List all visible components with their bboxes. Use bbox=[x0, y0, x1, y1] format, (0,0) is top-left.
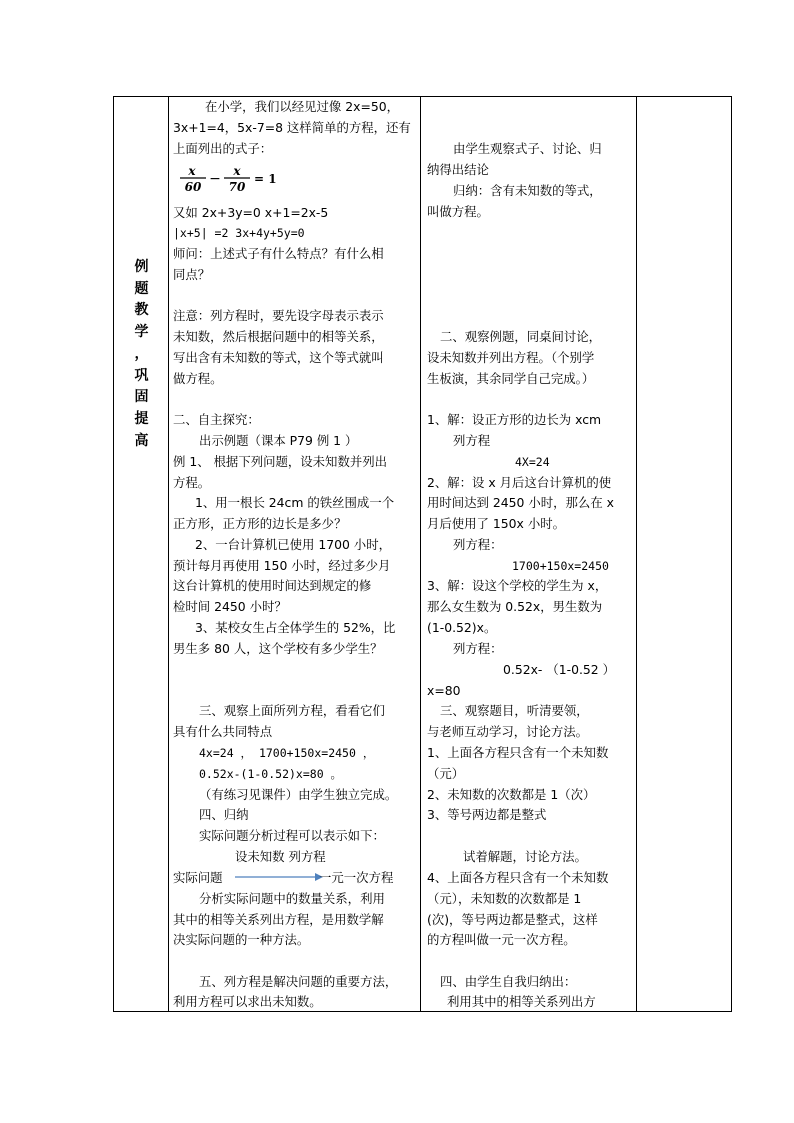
equation-line: 4X=24 bbox=[515, 455, 550, 469]
teacher-activity-column bbox=[173, 97, 416, 1011]
equals-one: = 1 bbox=[254, 172, 277, 186]
text-line: 五、列方程是解决问题的重要方法， bbox=[199, 974, 398, 989]
text-line: 月后使用了 150x 小时。 bbox=[427, 516, 565, 531]
text-line: 其中的相等关系列出方程，是用数学解 bbox=[173, 912, 384, 927]
text-line: 列方程： bbox=[453, 537, 503, 552]
lesson-table bbox=[113, 96, 732, 1012]
text-line: 例 1、 根据下列问题，设未知数并列出 bbox=[173, 454, 388, 469]
text-line: 实际问题分析过程可以表示如下： bbox=[199, 828, 385, 843]
student-activity-column bbox=[427, 97, 635, 1011]
text-line: 那么女生数为 0.52x，男生数为 bbox=[427, 599, 603, 614]
text-line: （元），未知数的次数都是 1 bbox=[427, 891, 582, 906]
text-line: 四、由学生自我归纳出： bbox=[440, 974, 577, 989]
text-line: 2、未知数的次数都是 1（次） bbox=[427, 787, 596, 802]
text-line: 列方程 bbox=[453, 433, 491, 448]
text-line: 分析实际问题中的数量关系，利用 bbox=[199, 891, 385, 906]
text-line: 男生多 80 人，这个学校有多少学生？ bbox=[173, 641, 383, 656]
equation-line: 4x=24 ， 1700+150x=2450 ， bbox=[199, 746, 375, 760]
text-line: 叫做方程。 bbox=[427, 204, 489, 219]
text-line: 1、解：设正方形的边长为 xcm bbox=[427, 412, 602, 427]
label-char: 学 bbox=[134, 324, 149, 341]
column-divider bbox=[636, 97, 637, 1011]
text-line: 具有什么共同特点 bbox=[173, 724, 273, 739]
text-line: 预计每月再使用 150 小时，经过多少月 bbox=[173, 558, 391, 573]
flow-start-label: 实际问题 bbox=[173, 870, 223, 885]
text-line: 二、观察例题，同桌间讨论， bbox=[440, 329, 602, 344]
text-line: 生板演，其余同学自己完成。） bbox=[427, 371, 595, 386]
text-line: 检时间 2450 小时？ bbox=[173, 599, 287, 614]
equation-line: x=80 bbox=[427, 683, 461, 698]
text-line: 4、上面各方程只含有一个未知数 bbox=[427, 870, 609, 885]
text-line: |x+5| =2 3x+4y+5y=0 bbox=[173, 226, 305, 240]
text-line: 未知数，然后根据问题中的相等关系， bbox=[173, 329, 384, 344]
text-line: 上面列出的式子： bbox=[173, 141, 273, 156]
flow-end-label: 一元一次方程 bbox=[319, 870, 394, 885]
text-line: 用时间达到 2450 小时，那么在 x bbox=[427, 495, 614, 510]
label-char: 提 bbox=[134, 410, 149, 427]
text-line: 二、自主探究： bbox=[173, 412, 260, 427]
text-line: 3x+1=4，5x-7=8 这样简单的方程，还有 bbox=[173, 120, 411, 135]
text-line: 3、等号两边都是整式 bbox=[427, 807, 547, 822]
text-line: 决实际问题的一种方法。 bbox=[173, 932, 310, 947]
label-char: 例 bbox=[134, 259, 149, 275]
text-line: 1、用一根长 24cm 的铁丝围成一个 bbox=[195, 495, 395, 510]
equation-line: 0.52x- （1-0.52 ） bbox=[503, 662, 615, 677]
text-line: 试着解题，讨论方法。 bbox=[463, 849, 587, 864]
text-line: (次)，等号两边都是整式，这样 bbox=[427, 912, 598, 927]
denominator-1: 60 bbox=[184, 180, 202, 194]
text-line: 1、上面各方程只含有一个未知数 bbox=[427, 745, 609, 760]
numerator-2: x bbox=[233, 164, 241, 178]
text-line: 3、解：设这个学校的学生为 x， bbox=[427, 578, 608, 593]
minus-sign: − bbox=[209, 171, 221, 187]
label-char: 固 bbox=[134, 389, 149, 406]
equation-line: 1700+150x=2450 bbox=[512, 559, 609, 573]
text-line: 列方程： bbox=[453, 641, 503, 656]
text-line: 方程。 bbox=[173, 475, 211, 490]
text-line: 四、归纳 bbox=[199, 807, 249, 822]
column-divider bbox=[168, 97, 169, 1011]
text-line: 3、某校女生占全体学生的 52%，比 bbox=[195, 620, 396, 635]
text-line: 出示例题（课本 P79 例 1 ） bbox=[199, 433, 358, 448]
text-line: 注意：列方程时，要先设字母表示表示 bbox=[173, 308, 384, 323]
column-divider bbox=[420, 97, 421, 1011]
text-line: 的方程叫做一元一次方程。 bbox=[427, 932, 576, 947]
text-line: 设未知数 列方程 bbox=[235, 849, 326, 864]
text-line: 三、观察题目，听清要领， bbox=[440, 703, 589, 718]
text-line: (1-0.52)x。 bbox=[427, 620, 497, 635]
text-line: 这台计算机的使用时间达到规定的修 bbox=[173, 578, 372, 593]
text-line: 2、解：设 x 月后这台计算机的使 bbox=[427, 475, 612, 490]
text-line: 归纳：含有未知数的等式， bbox=[453, 183, 602, 198]
arrow-icon bbox=[233, 870, 323, 884]
text-line: 纳得出结论 bbox=[427, 162, 489, 177]
text-line: 利用方程可以求出未知数。 bbox=[173, 994, 322, 1009]
section-label bbox=[114, 257, 169, 452]
text-line: 做方程。 bbox=[173, 371, 223, 386]
text-line: 三、观察上面所列方程，看看它们 bbox=[199, 703, 385, 718]
numerator-1: x bbox=[188, 164, 196, 178]
label-char: 高 bbox=[134, 432, 149, 449]
label-char: 巩 bbox=[134, 367, 149, 384]
text-line: 与老师互动学习，讨论方法。 bbox=[427, 724, 589, 739]
text-line: 2、一台计算机已使用 1700 小时， bbox=[195, 537, 391, 552]
text-line: 又如 2x+3y=0 x+1=2x-5 bbox=[173, 205, 329, 220]
text-line: 设未知数并列出方程。（个别学 bbox=[427, 350, 595, 365]
fraction-equation bbox=[178, 164, 288, 194]
denominator-2: 70 bbox=[228, 180, 246, 194]
label-char: ， bbox=[134, 345, 149, 362]
text-line: 师问：上述式子有什么特点？有什么相 bbox=[173, 246, 384, 261]
text-line: 正方形，正方形的边长是多少？ bbox=[173, 516, 347, 531]
text-line: 由学生观察式子、讨论、归 bbox=[453, 141, 602, 156]
label-char: 教 bbox=[134, 302, 149, 319]
text-line: （有练习见课件）由学生独立完成。 bbox=[199, 787, 398, 802]
text-line: （元） bbox=[427, 766, 465, 781]
equation-line: 0.52x-(1-0.52)x=80 。 bbox=[199, 767, 343, 781]
text-line: 写出含有未知数的等式，这个等式就叫 bbox=[173, 350, 384, 365]
text-line: 在小学，我们以经见过像 2x=50， bbox=[205, 99, 399, 114]
label-char: 题 bbox=[134, 280, 149, 297]
text-line: 同点？ bbox=[173, 267, 211, 282]
text-line: 利用其中的相等关系列出方 bbox=[447, 994, 596, 1009]
